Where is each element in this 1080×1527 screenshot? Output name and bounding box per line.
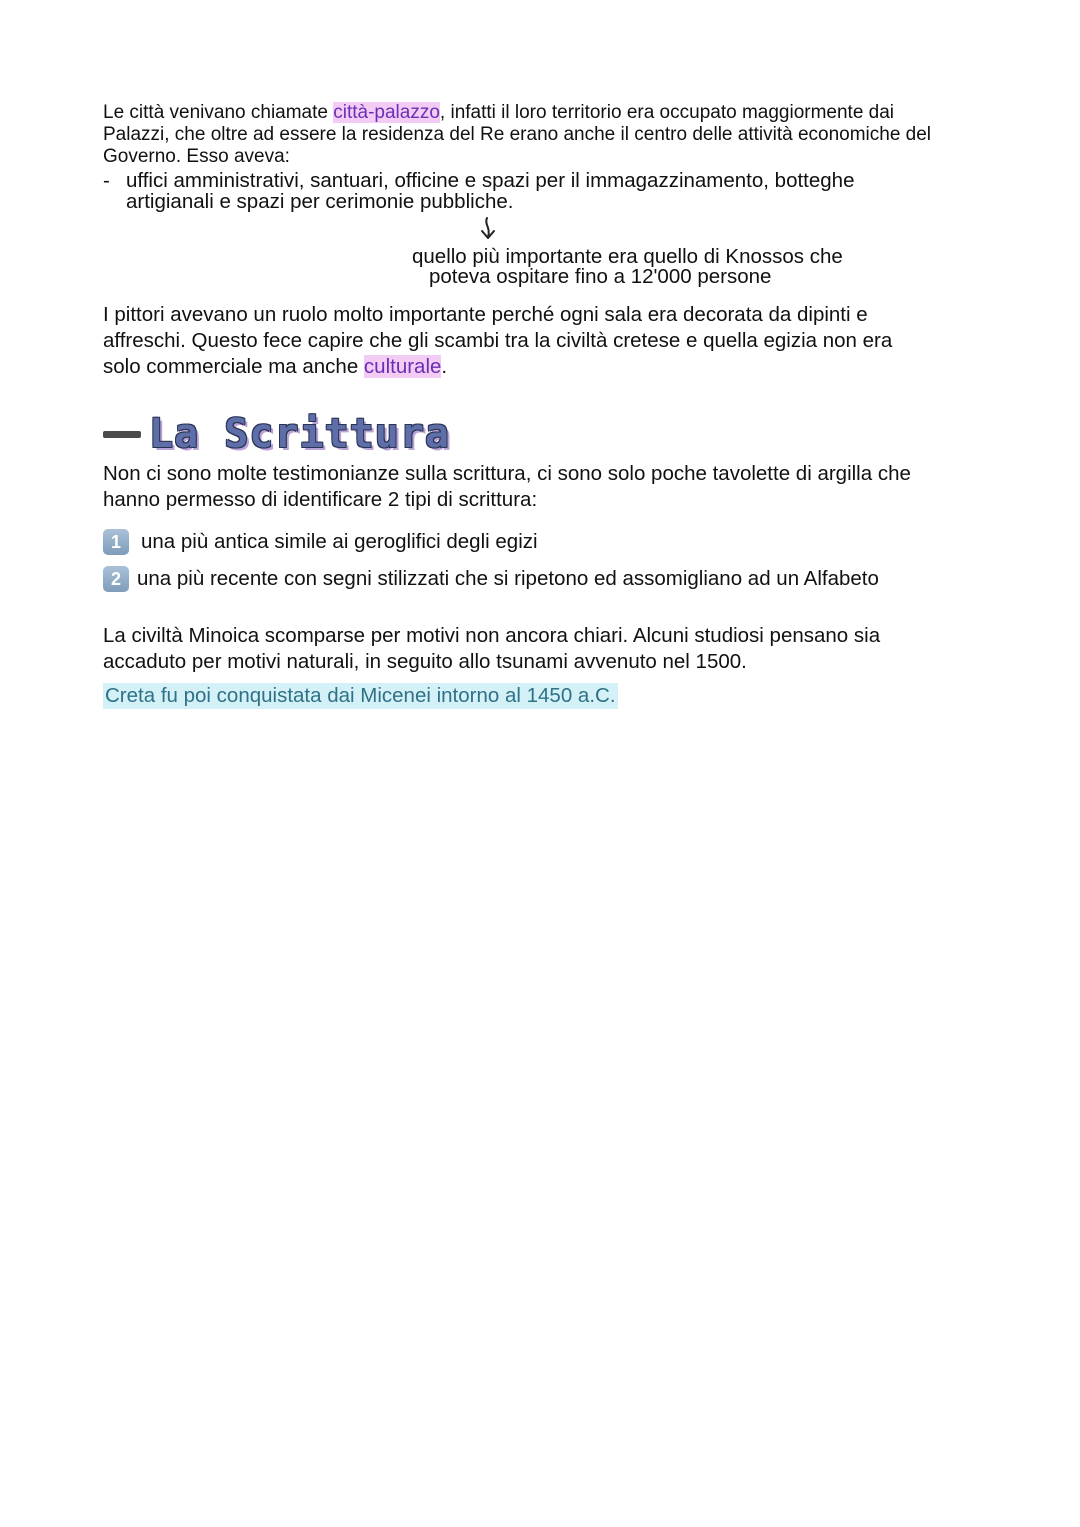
highlight-citta-palazzo: città-palazzo [333,102,440,123]
list-item-text: una più recente con segni stilizzati che si ripetono ed assomigliano ad un Alfabeto [137,567,879,590]
disappearance-line-1: La civiltà Minoica scomparse per motivi non ancora chiari. Alcuni studiosi pensano sia [103,624,881,647]
arrow-down-icon [478,216,500,244]
intro-text: , infatti il loro territorio era occupato maggiormente dai [439,102,895,123]
painters-text: . [441,355,448,378]
intro-paragraph [103,102,931,168]
intro-text: Le città venivano chiamate [103,102,334,123]
list-item [103,566,879,592]
disappearance-paragraph [103,623,880,675]
bullet-line-2: artigianali e spazi per cerimonie pubbliche. [126,190,514,213]
highlight-conclusion: Creta fu poi conquistata dai Micenei intorno al 1450 a.C. [105,684,616,707]
number-1-icon: 1 [103,529,129,555]
writing-line-2: hanno permesso di identificare 2 tipi di scrittura: [103,488,538,511]
intro-line-2: Palazzi, che oltre ad essere la residenza del Re erano anche il centro delle attività economiche del [103,124,932,145]
painters-text: solo commerciale ma anche [103,355,364,378]
painters-line-1: I pittori avevano un ruolo molto importante perché ogni sala era decorata da dipinti e [103,303,868,326]
writing-line-1: Non ci sono molte testimonianze sulla scrittura, ci sono solo poche tavolette di argilla che [103,462,911,485]
painters-line-2: affreschi. Questo fece capire che gli scambi tra la civiltà cretese e quella egizia non era [103,329,893,352]
section-heading [103,408,450,460]
heading-dash [103,431,141,438]
list-item-text: una più antica simile ai geroglifici degli egizi [141,530,538,553]
writing-paragraph [103,461,911,513]
painters-paragraph [103,302,892,380]
highlight-culturale: culturale [363,355,442,378]
knossos-note [412,247,843,287]
note-line-2: poteva ospitare fino a 12'000 persone [429,265,772,288]
disappearance-line-2: accaduto per motivi naturali, in seguito allo tsunami avvenuto nel 1500. [103,650,747,673]
list-item [103,529,538,555]
note-line-1: quello più importante era quello di Knossos che [412,245,843,268]
bullet-line-1: uffici amministrativi, santuari, officine e spazi per il immagazzinamento, botteghe [126,169,855,192]
section-title: La Scrittura [149,411,450,457]
bullet-item [103,170,854,212]
intro-line-3: Governo. Esso aveva: [103,146,290,167]
bullet-marker: - [103,169,110,192]
number-2-icon: 2 [103,566,129,592]
conclusion-paragraph [103,683,618,709]
